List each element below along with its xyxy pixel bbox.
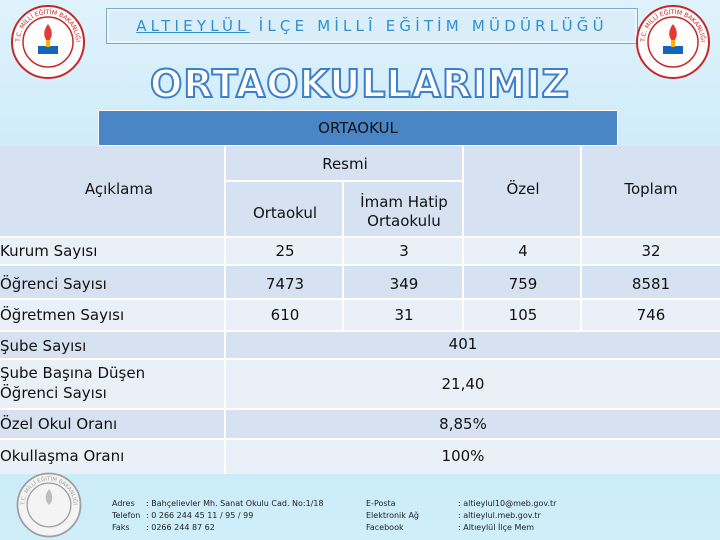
directorate-title-rest: İLÇE MİLLÎ EĞİTİM MÜDÜRLÜĞÜ bbox=[249, 17, 608, 35]
row-label-sube: Şube Sayısı bbox=[0, 337, 87, 355]
footer-telefon-label: Telefon bbox=[112, 511, 141, 520]
logo-bottom-text: T.C. MİLLÎ EĞİTİM BAKANLIĞI bbox=[20, 476, 78, 506]
title-bar bbox=[106, 8, 638, 44]
header-imam-line2: Ortaokulu bbox=[367, 212, 441, 230]
directorate-title bbox=[117, 17, 627, 35]
cell-ogretmen-ortaokul: 610 bbox=[270, 306, 300, 324]
cell-sube-value: 401 bbox=[448, 335, 478, 353]
cell-ogretmen-imam: 31 bbox=[394, 306, 414, 324]
cell-kurum-toplam: 32 bbox=[641, 242, 661, 260]
page-heading: ORTAOKULLARIMIZ bbox=[150, 62, 570, 106]
cell-kurum-imam: 3 bbox=[399, 242, 409, 260]
cell-ogrenci-toplam: 8581 bbox=[631, 275, 671, 293]
row-label-kurum: Kurum Sayısı bbox=[0, 242, 98, 260]
logo-right-text: T.C. MİLLÎ EĞİTİM BAKANLIĞI bbox=[639, 8, 707, 43]
row-label-okullasma: Okullaşma Oranı bbox=[0, 447, 125, 465]
row-label-ozel-okul: Özel Okul Oranı bbox=[0, 415, 118, 433]
footer-eposta-label: E-Posta bbox=[366, 499, 396, 508]
footer-faks-label: Faks bbox=[112, 523, 130, 532]
header-imam-line1: İmam Hatip bbox=[360, 193, 448, 211]
table-caption: ORTAOKUL bbox=[318, 119, 398, 137]
cell-ogretmen-toplam: 746 bbox=[636, 306, 666, 324]
cell-okullasma-value: 100% bbox=[441, 447, 485, 465]
cell-ozel-okul-value: 8,85% bbox=[439, 415, 487, 433]
logo-left-text: T.C. MİLLÎ EĞİTİM BAKANLIĞI bbox=[14, 8, 82, 43]
header-ozel: Özel bbox=[506, 180, 540, 198]
footer-facebook-label: Facebook bbox=[366, 523, 404, 532]
footer-adres-label: Adres bbox=[112, 499, 135, 508]
row-label-sube-basina-line2: Öğrenci Sayısı bbox=[0, 384, 107, 402]
header-ortaokul: Ortaokul bbox=[252, 204, 318, 222]
cell-ogretmen-ozel: 105 bbox=[508, 306, 538, 324]
footer-eposta-value[interactable]: : altieylul10@meb.gov.tr bbox=[458, 499, 557, 508]
row-label-ogretmen: Öğretmen Sayısı bbox=[0, 306, 125, 324]
cell-ogrenci-ortaokul: 7473 bbox=[265, 275, 305, 293]
ministry-logo-bottom bbox=[14, 470, 84, 540]
header-resmi: Resmi bbox=[322, 155, 368, 173]
header-aciklama: Açıklama bbox=[84, 180, 154, 198]
cell-ogrenci-ozel: 759 bbox=[508, 275, 538, 293]
footer-ag-label: Elektronik Ağ bbox=[366, 511, 419, 520]
row-label-sube-basina-line1: Şube Başına Düşen bbox=[0, 364, 146, 382]
footer-facebook-value[interactable]: : Altıeylül İlçe Mem bbox=[458, 523, 535, 532]
footer-faks-value: : 0266 244 87 62 bbox=[146, 523, 215, 532]
footer-ag-value[interactable]: : altieylul.meb.gov.tr bbox=[458, 511, 541, 520]
footer-telefon-value: : 0 266 244 45 11 / 95 / 99 bbox=[146, 511, 254, 520]
row-label-ogrenci: Öğrenci Sayısı bbox=[0, 275, 107, 293]
directorate-title-underlined: ALTIEYLÜL bbox=[136, 17, 250, 35]
cell-kurum-ozel: 4 bbox=[518, 242, 528, 260]
header-toplam: Toplam bbox=[624, 180, 678, 198]
cell-kurum-ortaokul: 25 bbox=[275, 242, 295, 260]
cell-ogrenci-imam: 349 bbox=[389, 275, 419, 293]
footer-adres-value: : Bahçelievler Mh. Sanat Okulu Cad. No:1/18 bbox=[146, 499, 324, 508]
cell-sube-basina-value: 21,40 bbox=[441, 375, 485, 393]
